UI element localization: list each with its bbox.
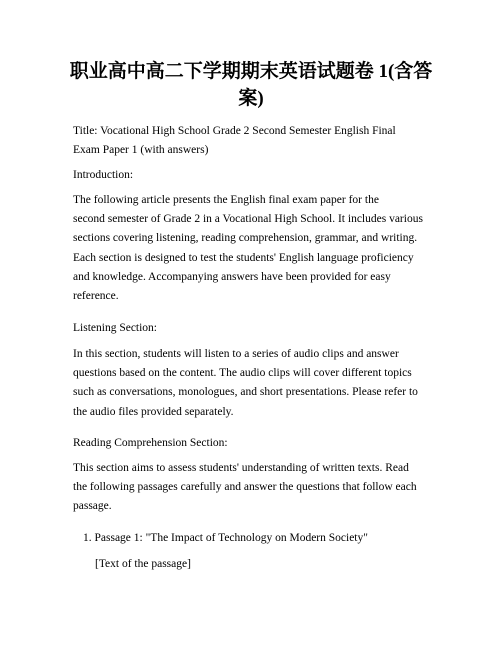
heading-listening-section: Listening Section: <box>73 322 158 334</box>
paragraph-introduction: The following article presents the English final exam paper for the second semester of Grade 2 in a Vocational High School. It includes various sections covering listening, reading comprehension, grammar, and writing. Each section is designed to test the students' English language proficiency and knowledge. Accompanying answers have been provided for easy reference. <box>73 194 423 303</box>
paragraph-reading-comprehension: This section aims to assess students' understanding of written texts. Read the following passages carefully and answer the questions that follow each passage. <box>73 462 417 513</box>
passage-1-heading: 1. Passage 1: "The Impact of Technology on Modern Society" <box>83 532 368 544</box>
heading-reading-comprehension: Reading Comprehension Section: <box>73 437 228 449</box>
heading-introduction: Introduction: <box>73 169 134 181</box>
document-title: 职业高中高二下学期期末英语试题卷 1(含答案) <box>69 61 433 109</box>
paragraph-listening-section: In this section, students will listen to a series of audio clips and answer questions based on the content. The audio clips will cover different topics such as conversations, monologues, and short presentations. Please refer to the audio files provided separately. <box>73 348 418 418</box>
passage-1-placeholder: [Text of the passage] <box>95 558 191 570</box>
paragraph-title-line: Title: Vocational High School Grade 2 Second Semester English Final Exam Paper 1 (with answers) <box>73 125 396 157</box>
